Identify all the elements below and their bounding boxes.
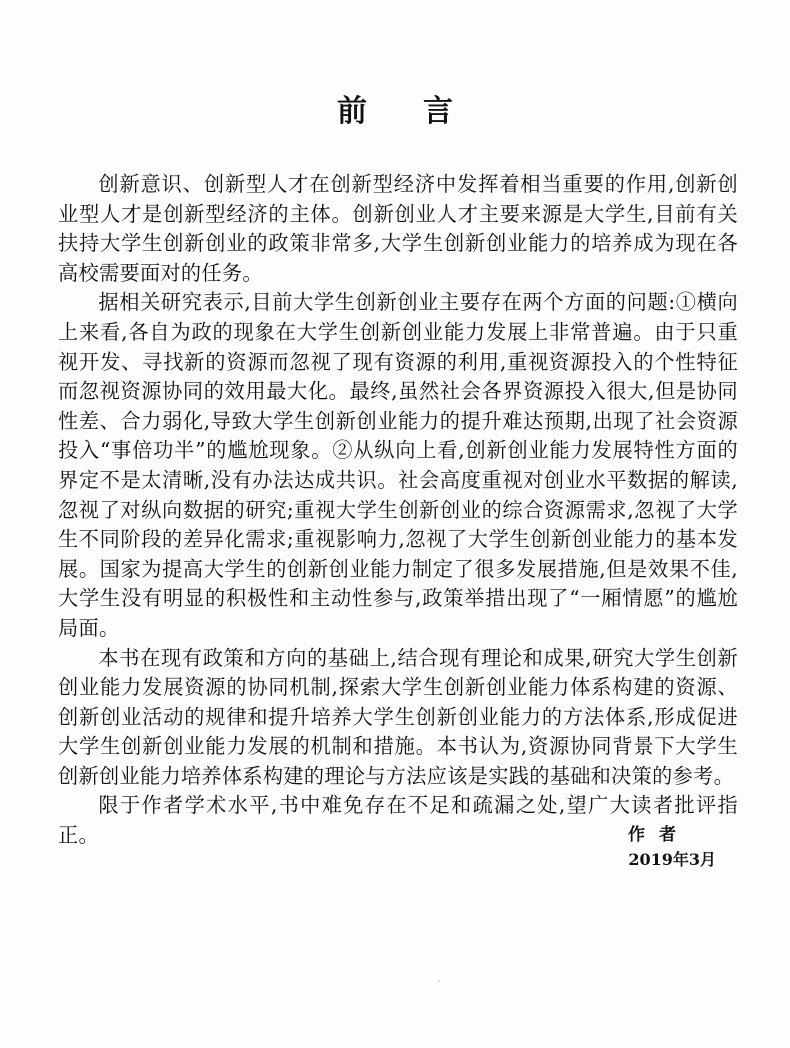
paragraph-2: 据相关研究表示,目前大学生创新创业主要存在两个方面的问题:①横向上来看,各自为政的现象在大学生创新创业能力发展上非常普遍。由于只重视开发、寻找新的资源而忽视了现有资源的利用,重视资源投入的个性特征而忽视资源协同的效用最大化。最终,虽然社会各界资源投入很大,但是协同性差、合力弱化,导致大学生创新创业能力的提升难达预期,出现了社会资源投入“事倍功半”的尴尬现象。②从纵向上看,创新创业能力发展特性方面的界定不是太清晰,没有办法达成共识。社会高度重视对创业水平数据的解读,忽视了对纵向数据的研究;重视大学生创新创业的综合资源需求,忽视了大学生不同阶段的差异化需求;重视影响力,忽视了大学生创新创业能力的基本发展。国家为提高大学生的创新创业能力制定了很多发展措施,但是效果不佳,大学生没有明显的积极性和主动性参与,政策举措出现了“一厢情愿”的尴尬局面。 [58, 290, 738, 640]
page-title-part-1: 前 [337, 94, 367, 129]
signature-block [628, 822, 716, 872]
paragraph-4: 限于作者学术水平,书中难免存在不足和疏漏之处,望广大读者批评指正。 [58, 793, 738, 848]
paragraph-3: 本书在现有政策和方向的基础上,结合现有理论和成果,研究大学生创新创业能力发展资源的协同机制,探索大学生创新创业能力体系构建的资源、创新创业活动的规律和提升培养大学生创新创业能力的方法体系,形成促进大学生创新创业能力发展的机制和措施。本书认为,资源协同背景下大学生创新创业能力培养体系构建的理论与方法应该是实践的基础和决策的参考。 [58, 645, 738, 788]
scan-speck [438, 980, 440, 982]
page-title [0, 86, 790, 130]
signature-date: 2019年3月 [628, 850, 716, 869]
paragraph-1: 创新意识、创新型人才在创新型经济中发挥着相当重要的作用,创新创业型人才是创新型经济的主体。创新创业人才主要来源是大学生,目前有关扶持大学生创新创业的政策非常多,大学生创新创业能力的培养成为现在各高校需要面对的任务。 [58, 172, 738, 285]
page-title-part-2: 言 [423, 94, 453, 129]
preface-body [58, 170, 738, 851]
signature-author: 作者 [628, 825, 690, 845]
